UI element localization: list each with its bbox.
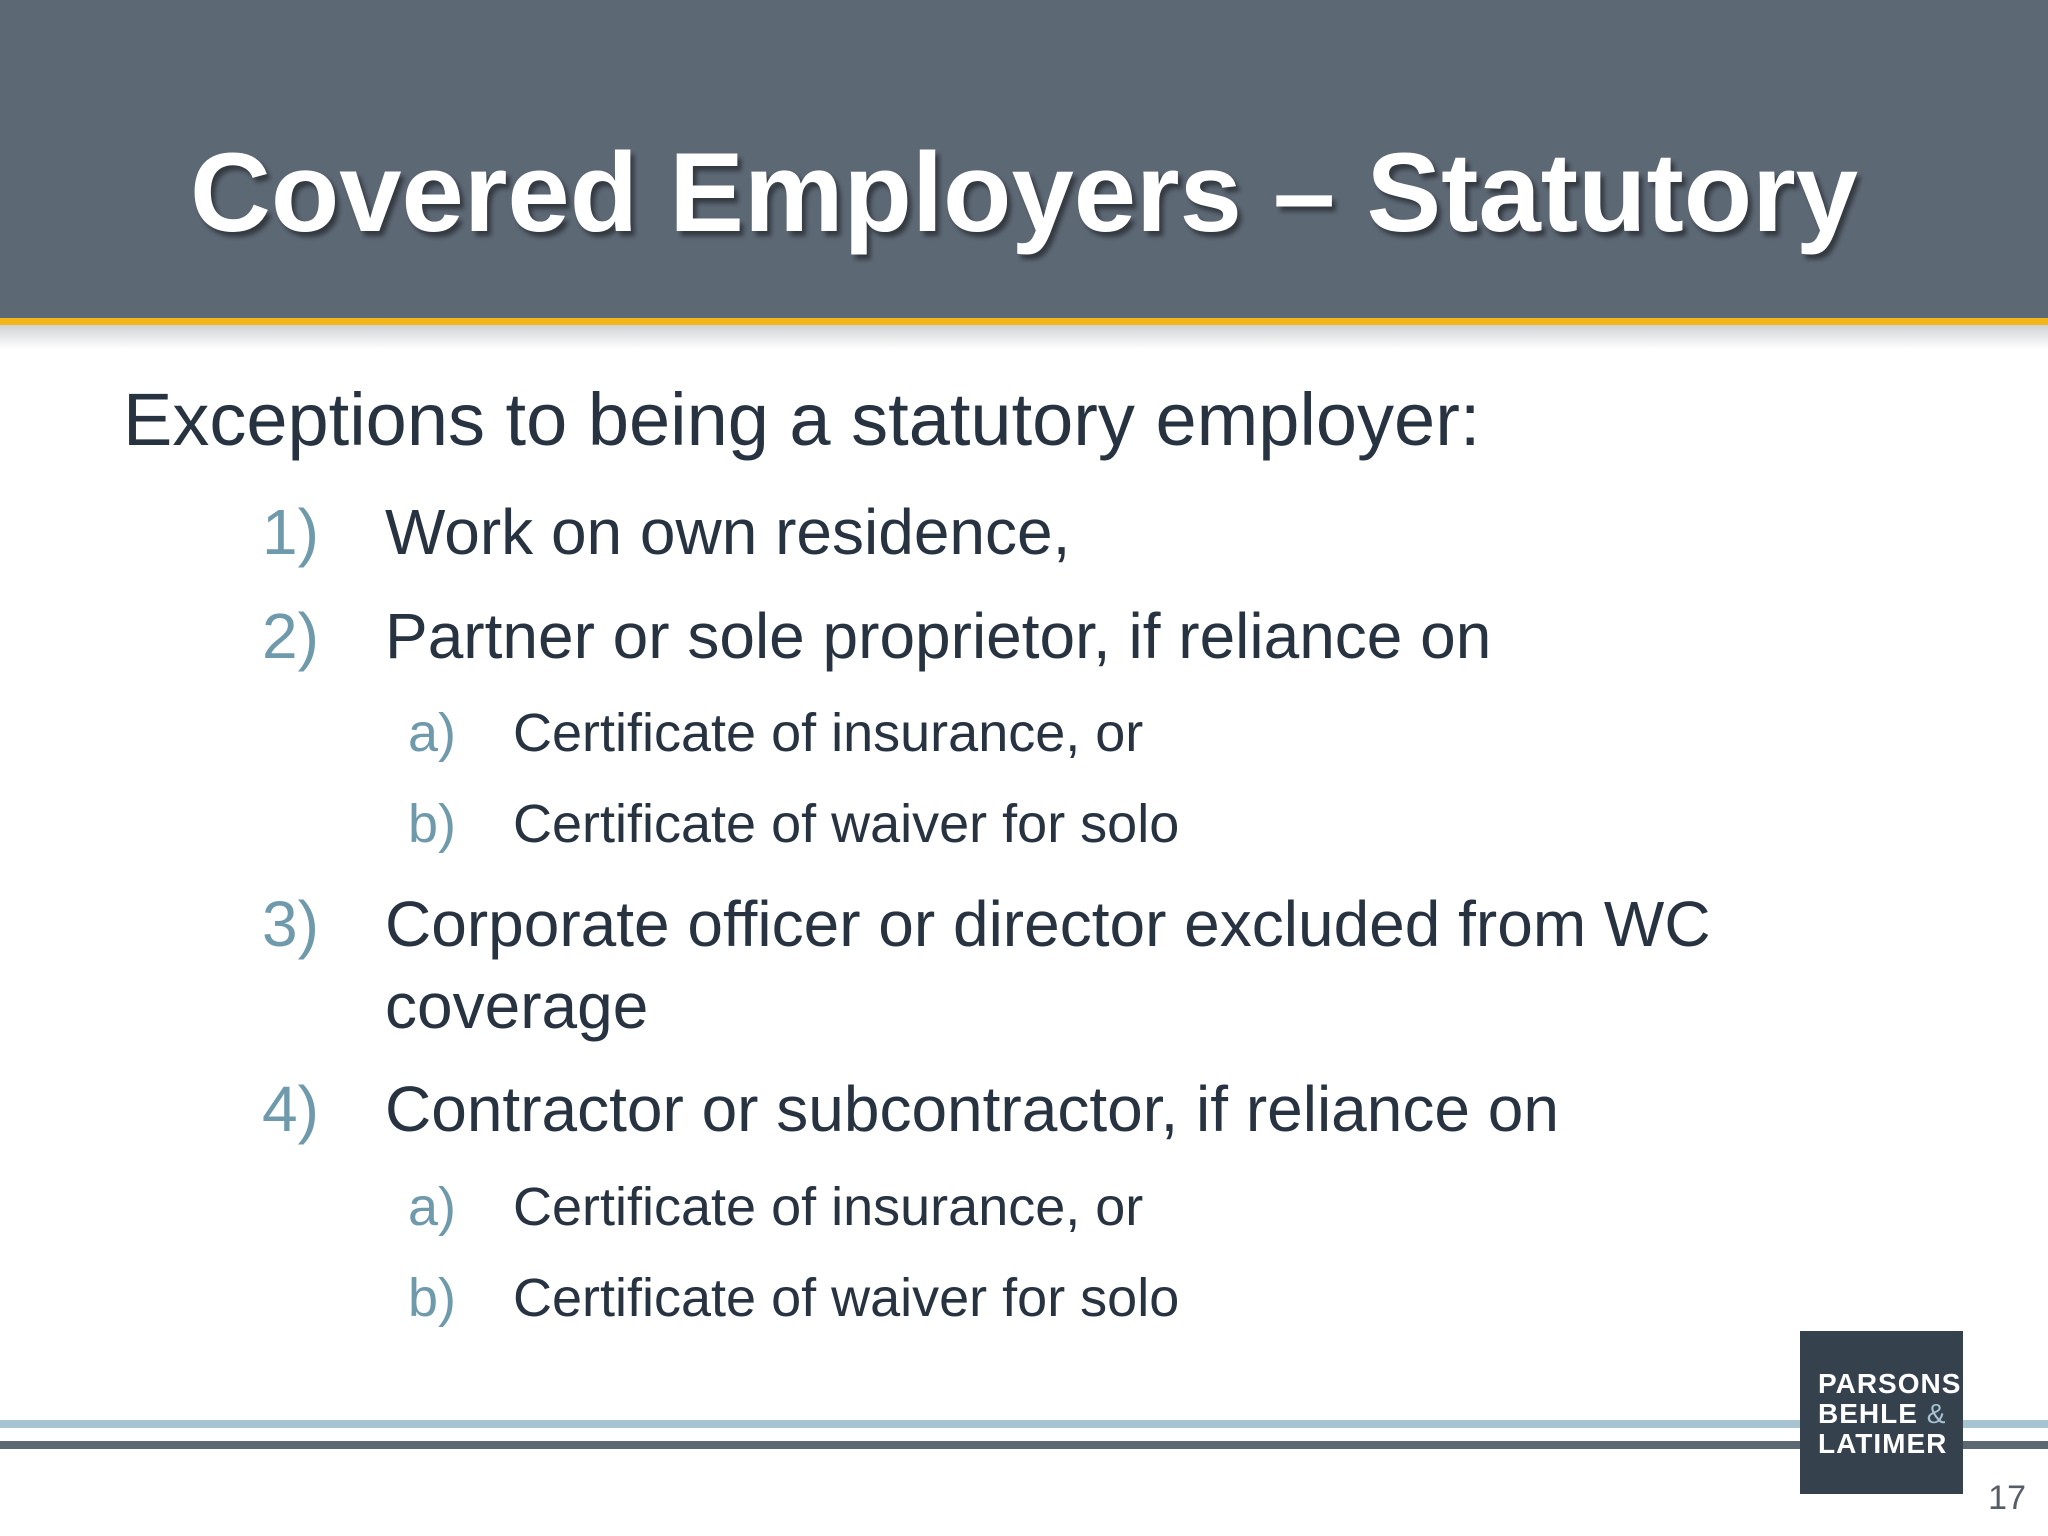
sub-list-item-text: Certificate of insurance, or [513,703,1144,763]
sub-list-item [408,698,1608,768]
slide-title: Covered Employers – Statutory [189,130,1859,255]
sub-list-letter: b) [408,1268,457,1328]
list-item-text: Corporate officer or director excluded from WC [385,888,1711,960]
list-number: 1) [262,496,319,568]
list-item [262,1067,1862,1151]
page-number: 17 [1988,1479,2026,1517]
sub-list-letter: a) [408,703,457,763]
sub-list-item [408,789,1608,859]
sub-list-item [408,1172,1608,1242]
lead-paragraph: Exceptions to being a statutory employer: [123,378,1481,461]
list-number: 3) [262,888,319,960]
list-item-text-continued: coverage [385,970,649,1042]
sub-list-item-text: Certificate of insurance, or [513,1177,1144,1237]
list-number: 2) [262,600,319,672]
footer-rule-light [0,1420,2048,1428]
logo-ampersand: & [1926,1398,1947,1429]
sub-list-item [408,1263,1608,1333]
logo-line-1: PARSONS [1818,1368,1962,1399]
list-item [262,594,1862,678]
list-item-text: Partner or sole proprietor, if reliance on [385,600,1492,672]
sub-list-letter: b) [408,794,457,854]
list-item [262,882,1862,1050]
list-number: 4) [262,1073,319,1145]
sub-list-letter: a) [408,1177,457,1237]
list-item-text: Contractor or subcontractor, if reliance on [385,1073,1559,1145]
list-item [262,490,1862,574]
firm-logo [1800,1331,1963,1494]
sub-list-item-text: Certificate of waiver for solo [513,1268,1180,1328]
list-item-text: Work on own residence, [385,496,1071,568]
logo-line-2 [1818,1399,1963,1429]
footer-rule-dark [0,1441,2048,1449]
sub-list-item-text: Certificate of waiver for solo [513,794,1180,854]
logo-line-3: LATIMER [1818,1428,1948,1459]
logo-line-2-text: BEHLE [1818,1398,1918,1429]
